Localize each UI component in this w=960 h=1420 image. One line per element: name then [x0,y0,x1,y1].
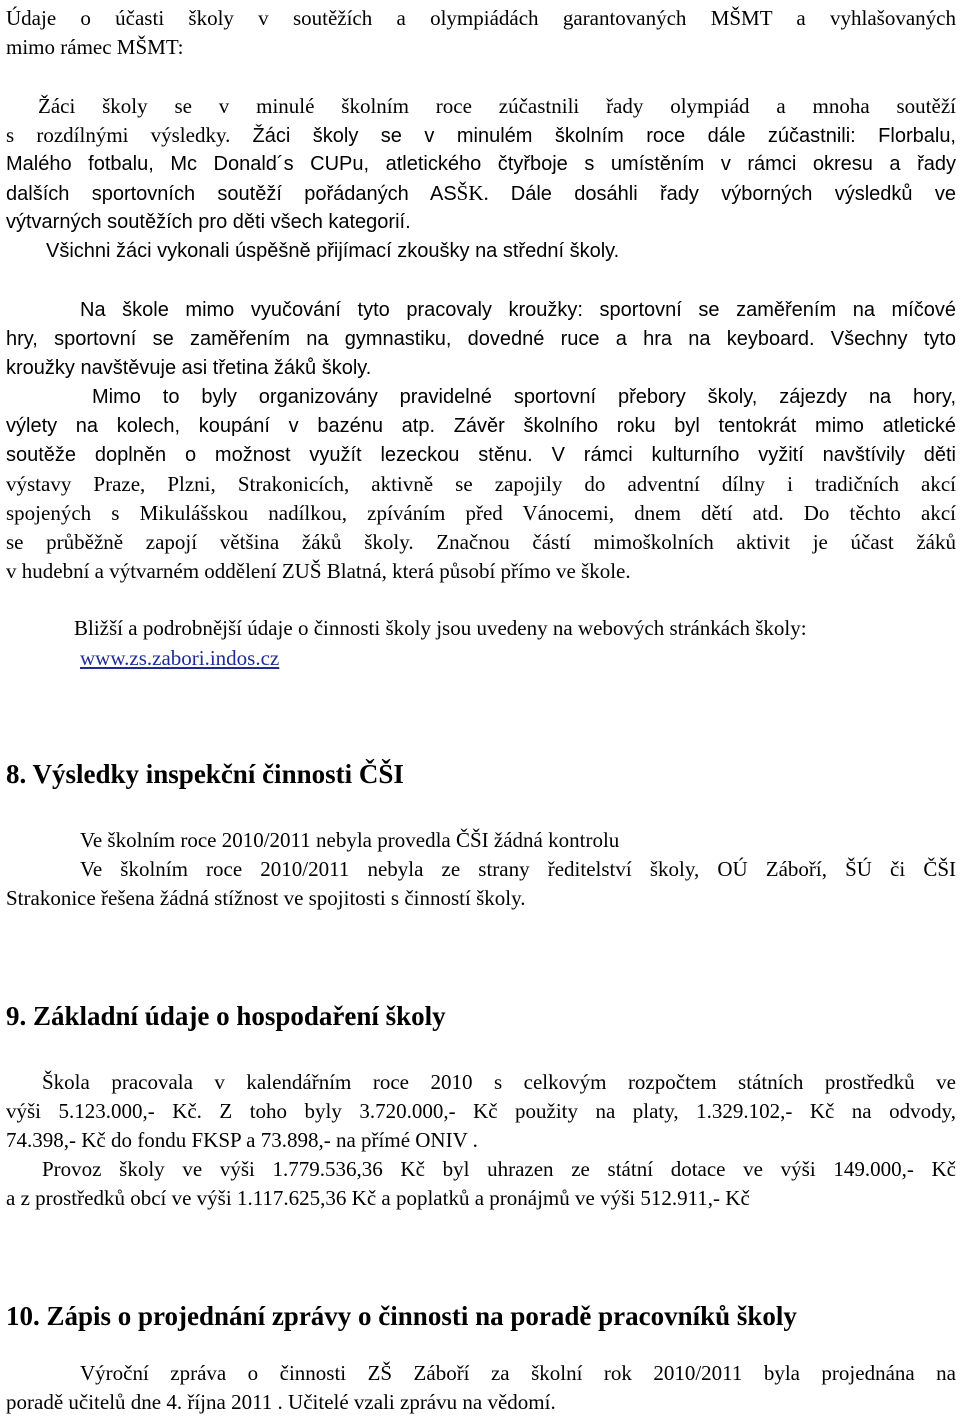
activities-line-5: výlety na kolech, koupání v bazénu atp. Závěr školního roku byl tentokrát mimo atletické [6,415,956,437]
activities-line-10: v hudební a výtvarném oddělení ZUŠ Blatná, která působí přímo ve škole. [6,559,631,583]
intro-paragraph-part-b: Žáci školy se v minulém školním roce dále zúčastnili: Florbalu, [252,125,956,147]
section-8-heading: 8. Výsledky inspekční činnosti ČŠI [6,759,404,789]
activities-line-8: spojených s Mikulášskou nadílkou, zpíváním před Vánocemi, dnem dětí atd. Do těchto akcí [6,501,956,525]
activities-line-7: výstavy Praze, Plzni, Strakonicích, aktivně se zapojily do adventní dílny i tradičních akcí [6,472,956,496]
section-9-line-3: 74.398,- Kč do fondu FKSP a 73.898,- na přímé ONIV . [6,1128,478,1152]
intro-heading-line-2: mimo rámec MŠMT: [6,35,184,59]
intro-paragraph-line-1: Žáci školy se v minulé školním roce zúčastnili řady olympiád a mnoha soutěží [38,94,956,118]
section-9-line-1: Škola pracovala v kalendářním roce 2010 s celkovým rozpočtem státních prostředků ve [42,1070,956,1094]
activities-line-4: Mimo to byly organizovány pravidelné sportovní přebory školy, zájezdy na hory, [92,386,956,408]
section-10-line-1: Výroční zpráva o činnosti ZŠ Záboří za školní rok 2010/2011 byla projednána na [80,1361,956,1385]
intro-heading-line-1: Údaje o účasti školy v soutěžích a olympiádách garantovaných MŠMT a vyhlašovaných [6,6,956,30]
more-info-text: Bližší a podrobnější údaje o činnosti školy jsou uvedeny na webových stránkách školy: [74,616,807,640]
activities-line-9: se průběžně zapojí většina žáků školy. Značnou částí mimoškolních aktivit je účast žáků [6,530,956,554]
intro-paragraph-line-4-b: ŠK. [456,181,511,205]
intro-paragraph-line-3: Malého fotbalu, Mc Donald´s CUPu, atletického čtyřboje s umístěním v rámci okresu a řady [6,153,956,175]
intro-paragraph-line-4-a: dalších sportovních soutěží pořádaných AS [6,183,457,205]
intro-paragraph-line-5: výtvarných soutěžích pro děti všech kategorií. [6,211,411,233]
activities-line-1: Na škole mimo vyučování tyto pracovaly kroužky: sportovní se zaměřením na míčové [80,299,956,321]
section-9-heading: 9. Základní údaje o hospodaření školy [6,1001,446,1031]
section-8-line-3: Strakonice řešena žádná stížnost ve spojitosti s činností školy. [6,886,526,910]
intro-paragraph-part-a: s rozdílnými výsledky. [6,123,253,147]
section-9-line-5: a z prostředků obcí ve výši 1.117.625,36 Kč a poplatků a pronájmů ve výši 512.911,- Kč [6,1186,750,1210]
intro-paragraph-line-4 [6,179,956,209]
section-10-heading: 10. Zápis o projednání zprávy o činnosti na poradě pracovníků školy [6,1301,797,1331]
section-8-line-2: Ve školním roce 2010/2011 nebyla ze strany ředitelství školy, OÚ Záboří, ŠÚ či ČŠI [80,857,956,881]
school-website-link[interactable]: www.zs.zabori.indos.cz [80,646,280,670]
intro-paragraph-line-2 [6,121,956,151]
intro-paragraph-line-6: Všichni žáci vykonali úspěšně přijímací zkoušky na střední školy. [46,240,620,262]
section-8-line-1: Ve školním roce 2010/2011 nebyla provedla ČŠI žádná kontrolu [80,828,620,852]
section-9-line-2: výši 5.123.000,- Kč. Z toho byly 3.720.000,- Kč použity na platy, 1.329.102,- Kč na odvody, [6,1099,956,1123]
activities-line-6: soutěže doplněn o možnost využít lezeckou stěnu. V rámci kulturního vyžití navštívily děti [6,444,956,466]
section-10-line-2: poradě učitelů dne 4. října 2011 . Učitelé vzali zprávu na vědomí. [6,1390,556,1414]
activities-line-2: hry, sportovní se zaměřením na gymnastiku, dovedné ruce a hra na keyboard. Všechny tyto [6,328,956,350]
intro-paragraph-line-4-c: Dále dosáhli řady výborných výsledků ve [510,183,956,205]
activities-line-3: kroužky navštěvuje asi třetina žáků školy. [6,357,372,379]
section-9-line-4: Provoz školy ve výši 1.779.536,36 Kč byl uhrazen ze státní dotace ve výši 149.000,- Kč [42,1157,956,1181]
